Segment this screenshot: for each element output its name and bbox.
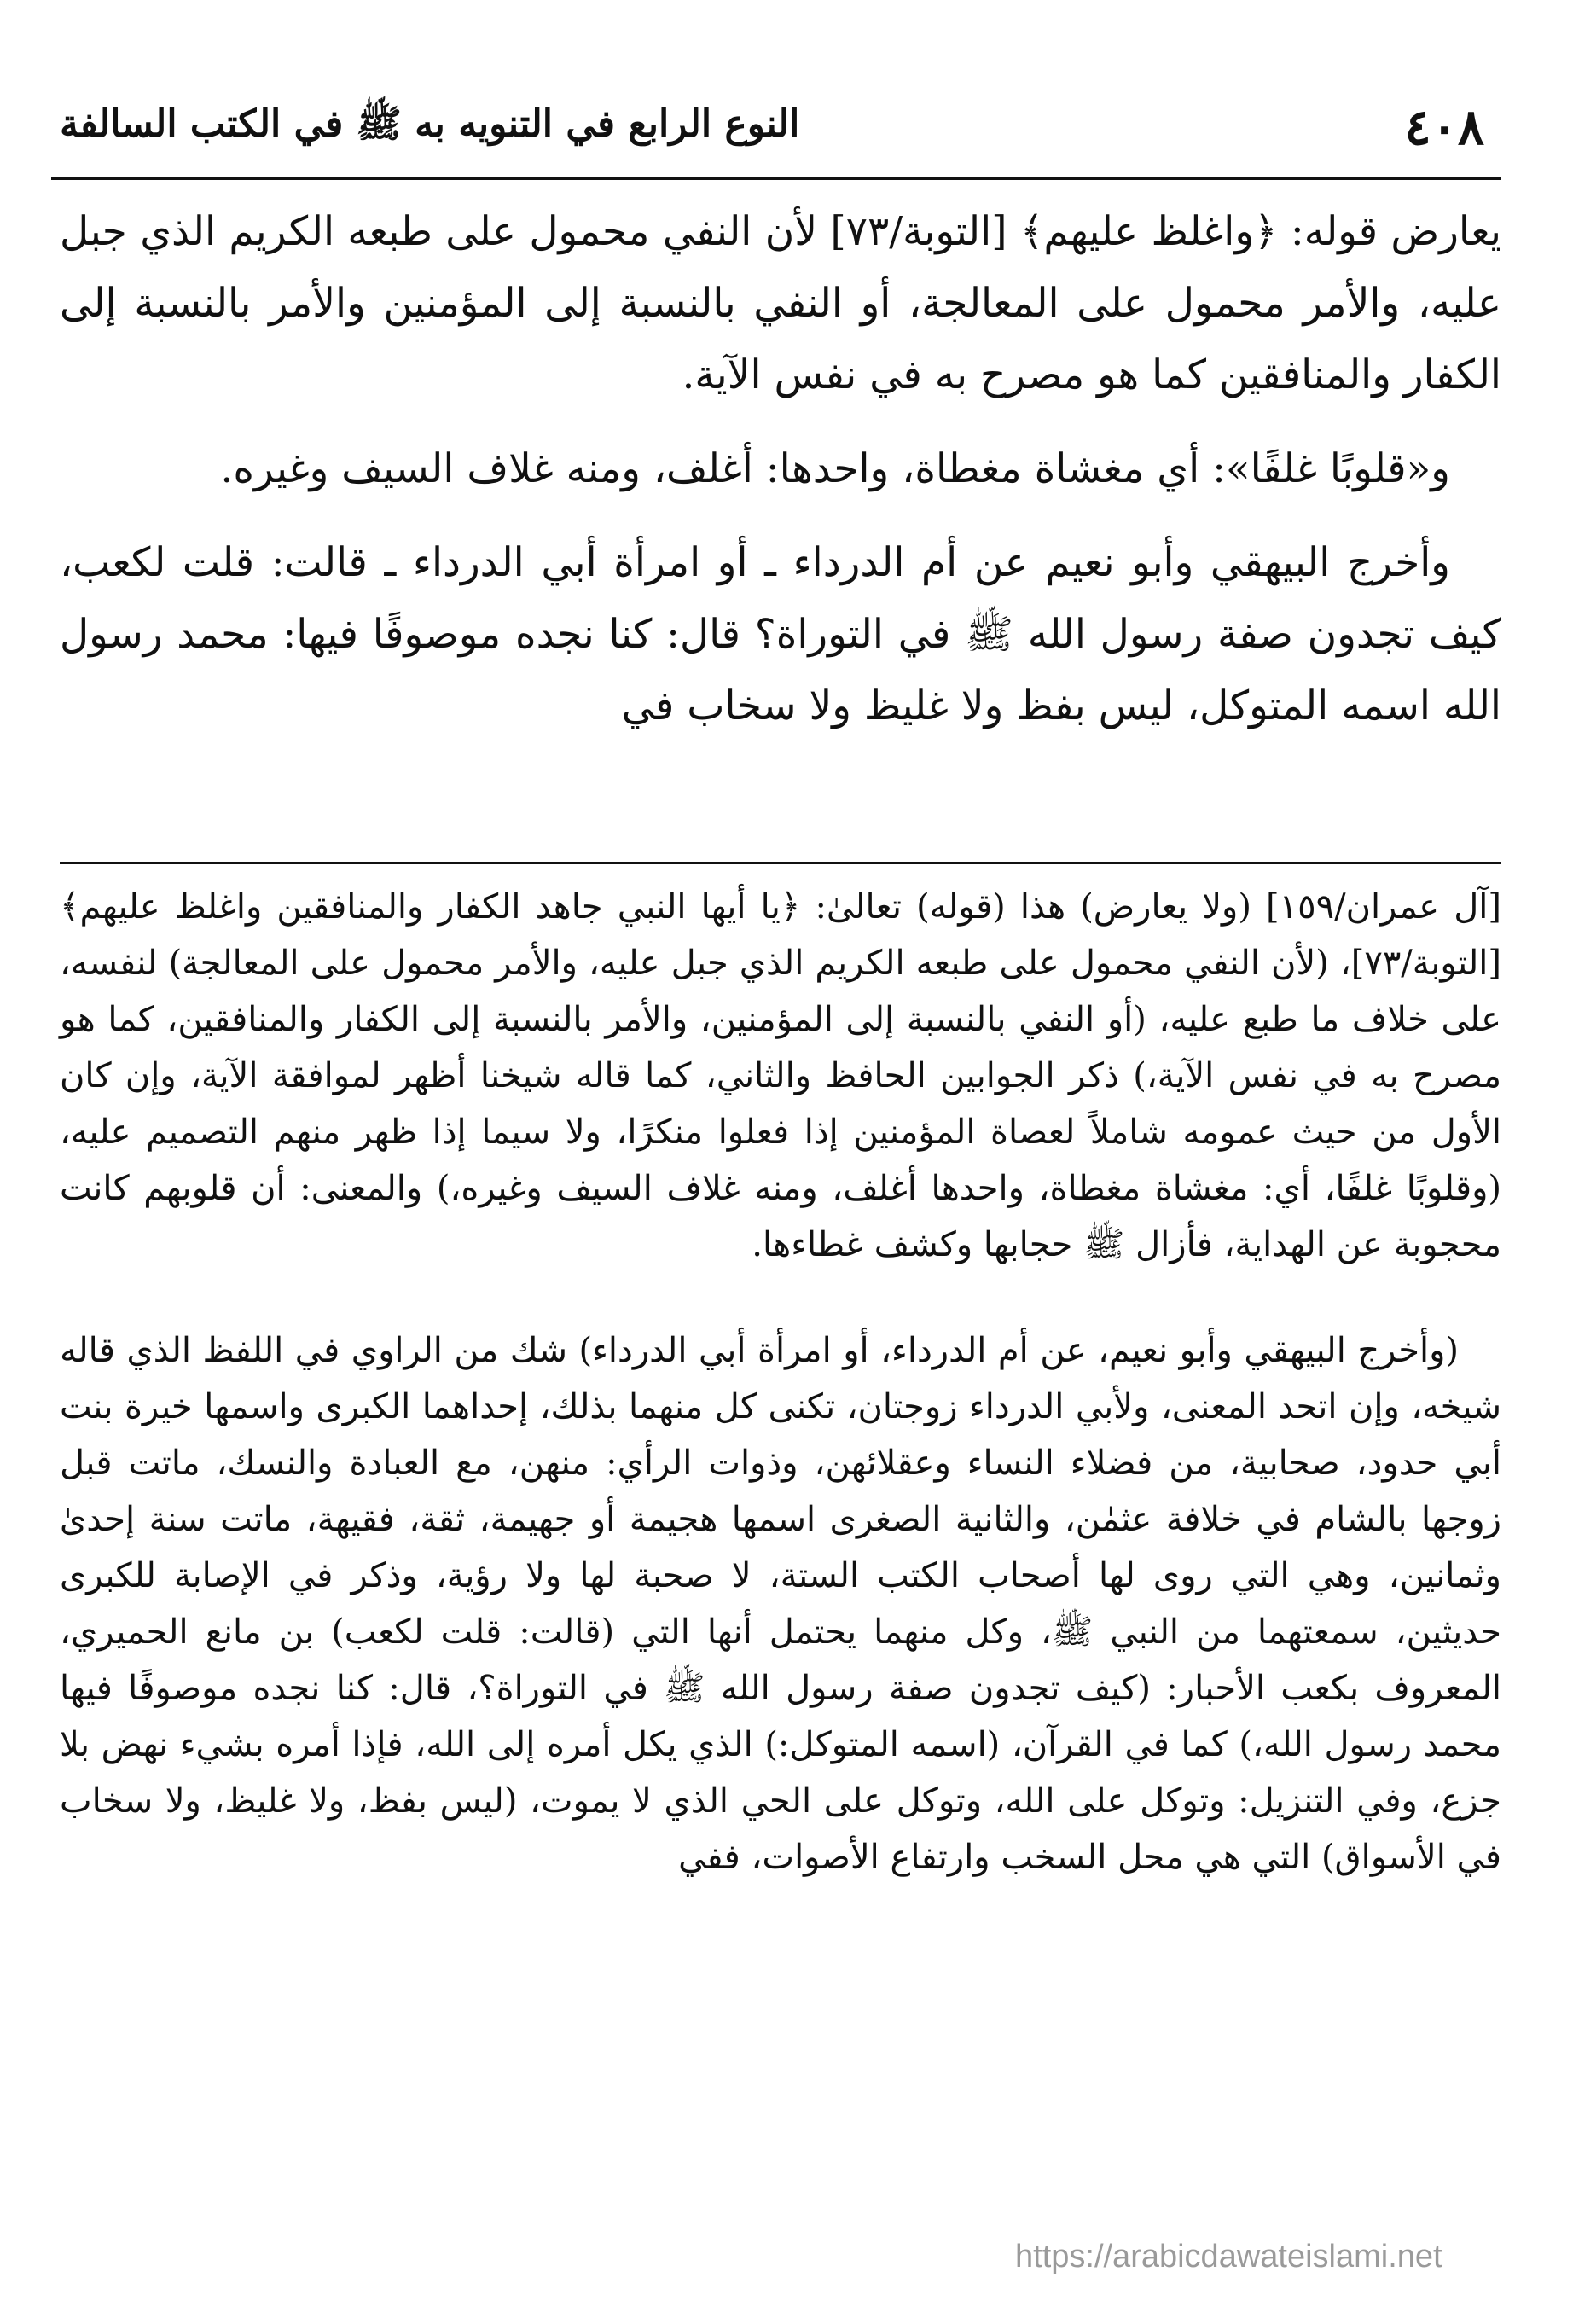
footnote-paragraph: [آل عمران/١٥٩] (ولا يعارض) هذا (قوله) تعالىٰ: ﴿يا أيها النبي جاهد الكفار والمنافقين واغلظ عليهم﴾ [التوبة/٧٣]، (لأن النفي محمول على طبعه الكريم الذي جبل عليه، والأمر محمول على المعالجة) لنفسه، على خلاف ما طبع عليه، (أو النفي بالنسبة إلى المؤمنين، والأمر بالنسبة إلى الكفار والمنافقين، كما هو مصرح به في نفس الآية،) ذكر الجوابين الحافظ والثاني، كما قاله شيخنا أظهر لموافقة الآية، وإن كان الأول من حيث عمومه شاملاً لعصاة المؤمنين إذا فعلوا منكرًا، ولا سيما إذا ظهر منهم التصميم عليه، (وقلوبًا غلفًا، أي: مغشاة مغطاة، واحدها أغلف، ومنه غلاف السيف وغيره،) والمعنى: أن قلوبهم كانت محجوبة عن الهداية، فأزال ﷺ حجابها وكشف غطاءها. <box>60 887 1502 1264</box>
page-number: ٤٠٨ <box>1404 98 1484 156</box>
running-title: النوع الرابع في التنويه به ﷺ في الكتب السالفة <box>60 102 800 146</box>
main-text <box>60 196 1501 764</box>
footnotes-commentary <box>60 879 1501 1885</box>
main-paragraph: يعارض قوله: ﴿واغلظ عليهم﴾ [التوبة/٧٣] لأن النفي محمول على طبعه الكريم الذي جبل عليه، والأمر محمول على المعالجة، أو النفي بالنسبة إلى المؤمنين والأمر بالنسبة إلى الكفار والمنافقين كما هو مصرح به في نفس الآية. <box>60 208 1501 398</box>
page-header <box>51 94 1501 171</box>
main-paragraph: وأخرج البيهقي وأبو نعيم عن أم الدرداء ـ أو امرأة أبي الدرداء ـ قالت: قلت لكعب، كيف تجدون صفة رسول الله ﷺ في التوراة؟ قال: كنا نجده موصوفًا فيها: محمد رسول الله اسمه المتوكل، ليس بفظ ولا غليظ ولا سخاب في <box>60 539 1501 729</box>
footnote-divider <box>60 862 1501 864</box>
header-divider <box>51 177 1501 180</box>
watermark-url: https://arabicdawateislami.net <box>1015 2239 1442 2275</box>
main-paragraph: و«قلوبًا غلفًا»: أي مغشاة مغطاة، واحدها: أغلف، ومنه غلاف السيف وغيره. <box>220 445 1450 492</box>
footnote-paragraph: (وأخرج البيهقي وأبو نعيم، عن أم الدرداء، أو امرأة أبي الدرداء) شك من الراوي في اللفظ الذي قاله شيخه، وإن اتحد المعنى، ولأبي الدرداء زوجتان، تكنى كل منهما بذلك، إحداهما الكبرى واسمها خيرة بنت أبي حدود، صحابية، من فضلاء النساء وعقلائهن، وذوات الرأي: منهن، مع العبادة والنسك، ماتت قبل زوجها بالشام في خلافة عثمٰن، والثانية الصغرى اسمها هجيمة أو جهيمة، ثقة، فقيهة، ماتت سنة إحدىٰ وثمانين، وهي التي روى لها أصحاب الكتب الستة، لا صحبة لها ولا رؤية، وذكر في الإصابة للكبرى حديثين، سمعتهما من النبي ﷺ، وكل منهما يحتمل أنها التي (قالت: قلت لكعب) بن مانع الحميري، المعروف بكعب الأحبار: (كيف تجدون صفة رسول الله ﷺ في التوراة؟، قال: كنا نجده موصوفًا فيها محمد رسول الله،) كما في القرآن، (اسمه المتوكل:) الذي يكل أمره إلى الله، فإذا أمره بشيء نهض بلا جزع، وفي التنزيل: وتوكل على الله، وتوكل على الحي الذي لا يموت، (ليس بفظ، ولا غليظ، ولا سخاب في الأسواق) التي هي محل السخب وارتفاع الأصوات، ففي <box>60 1331 1501 1877</box>
